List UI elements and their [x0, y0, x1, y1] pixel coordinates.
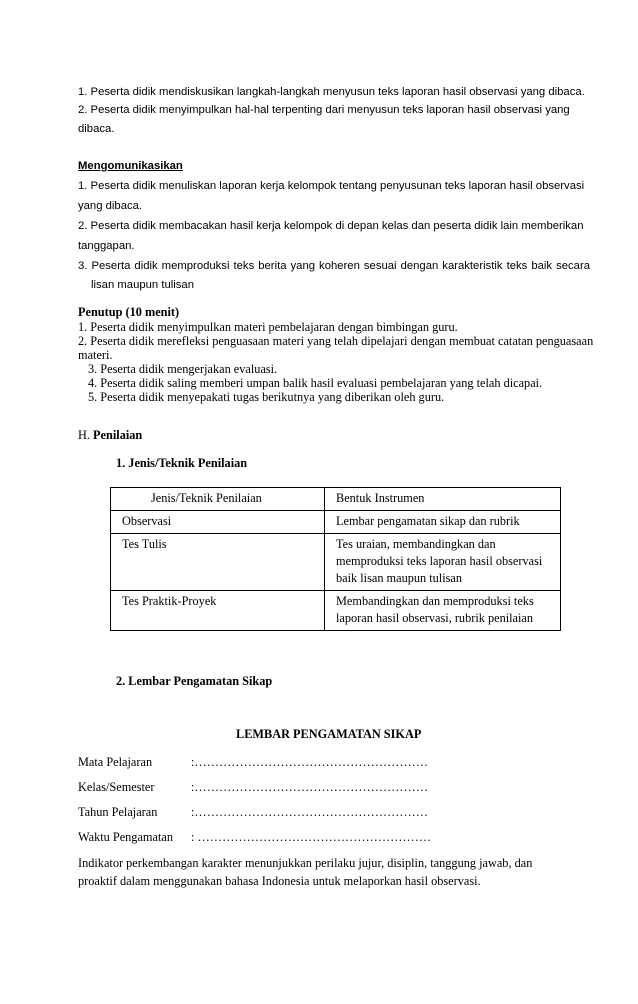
table-cell: Lembar pengamatan sikap dan rubrik: [325, 511, 561, 534]
mengomunikasikan-line-2: yang dibaca.: [78, 200, 143, 212]
table-row: [111, 511, 561, 534]
penutup-heading: Penutup (10 menit): [78, 305, 180, 319]
penilaian-prefix: H.: [78, 428, 90, 442]
kegiatan-line-1: 1. Peserta didik mendiskusikan langkah-langkah menyusun teks laporan hasil observasi yang dibaca.: [78, 86, 585, 98]
table-row: [111, 591, 561, 631]
mengomunikasikan-line-4: tanggapan.: [78, 240, 135, 252]
field-tahun-pelajaran-label: Tahun Pelajaran: [78, 805, 158, 819]
lembar-pengamatan-heading: 2. Lembar Pengamatan Sikap: [116, 674, 273, 688]
mengomunikasikan-line-6: lisan maupun tulisan: [91, 279, 194, 291]
table-cell: Tes Tulis: [111, 534, 325, 591]
mengomunikasikan-line-3: 2. Peserta didik membacakan hasil kerja kelompok di depan kelas dan peserta didik lain memberikan: [78, 220, 584, 232]
table-cell: Tes Praktik-Proyek: [111, 591, 325, 631]
mengomunikasikan-line-5: 3. Peserta didik memproduksi teks berita yang koheren sesuai dengan karakteristik teks baik secara: [78, 260, 590, 272]
table-header-cell: Jenis/Teknik Penilaian: [111, 488, 325, 511]
penutup-line-2: 2. Peserta didik merefleksi penguasaan materi yang telah dipelajari dengan membuat catatan penguasaan: [78, 334, 594, 348]
kegiatan-line-3: dibaca.: [78, 123, 115, 135]
penutup-line-6: 5. Peserta didik menyepakati tugas berikutnya yang diberikan oleh guru.: [88, 390, 445, 404]
field-kelas-semester-value: :…………………………………………………: [191, 780, 429, 794]
penutup-line-5: 4. Peserta didik saling memberi umpan balik hasil evaluasi pembelajaran yang telah dicapai.: [88, 376, 543, 390]
table-cell: Tes uraian, membandingkan dan memproduksi teks laporan hasil observasi baik lisan maupun tulisan: [325, 534, 561, 591]
penutup-line-1: 1. Peserta didik menyimpulkan materi pembelajaran dengan bimbingan guru.: [78, 320, 458, 334]
penilaian-heading: [78, 428, 142, 443]
field-kelas-semester-label: Kelas/Semester: [78, 780, 155, 794]
penutup-line-4: 3. Peserta didik mengerjakan evaluasi.: [88, 362, 278, 376]
penilaian-title: Penilaian: [93, 428, 143, 442]
field-mata-pelajaran-label: Mata Pelajaran: [78, 755, 153, 769]
table-header-row: [111, 488, 561, 511]
field-waktu-pengamatan-value: : …………………………………………………: [191, 830, 432, 844]
field-tahun-pelajaran-value: :…………………………………………………: [191, 805, 429, 819]
field-waktu-pengamatan-label: Waktu Pengamatan: [78, 830, 173, 844]
table-row: [111, 534, 561, 591]
lembar-title: LEMBAR PENGAMATAN SIKAP: [236, 727, 422, 741]
penutup-line-3: materi.: [78, 348, 113, 362]
mengomunikasikan-heading: Mengomunikasikan: [78, 160, 183, 172]
penilaian-table: [110, 487, 561, 631]
field-mata-pelajaran-value: :…………………………………………………: [191, 755, 429, 769]
indikator-line-1: Indikator perkembangan karakter menunjukkan perilaku jujur, disiplin, tanggung jawab, dan: [78, 856, 533, 870]
table-header-cell: Bentuk Instrumen: [325, 488, 561, 511]
jenis-teknik-heading: 1. Jenis/Teknik Penilaian: [116, 456, 248, 470]
table-cell: Observasi: [111, 511, 325, 534]
kegiatan-line-2: 2. Peserta didik menyimpulkan hal-hal terpenting dari menyusun teks laporan hasil observasi yang: [78, 104, 570, 116]
indikator-line-2: proaktif dalam menggunakan bahasa Indonesia untuk melaporkan hasil observasi.: [78, 874, 481, 888]
mengomunikasikan-line-1: 1. Peserta didik menuliskan laporan kerja kelompok tentang penyusunan teks laporan hasil observasi: [78, 180, 585, 192]
table-cell: Membandingkan dan memproduksi teks laporan hasil observasi, rubrik penilaian: [325, 591, 561, 631]
